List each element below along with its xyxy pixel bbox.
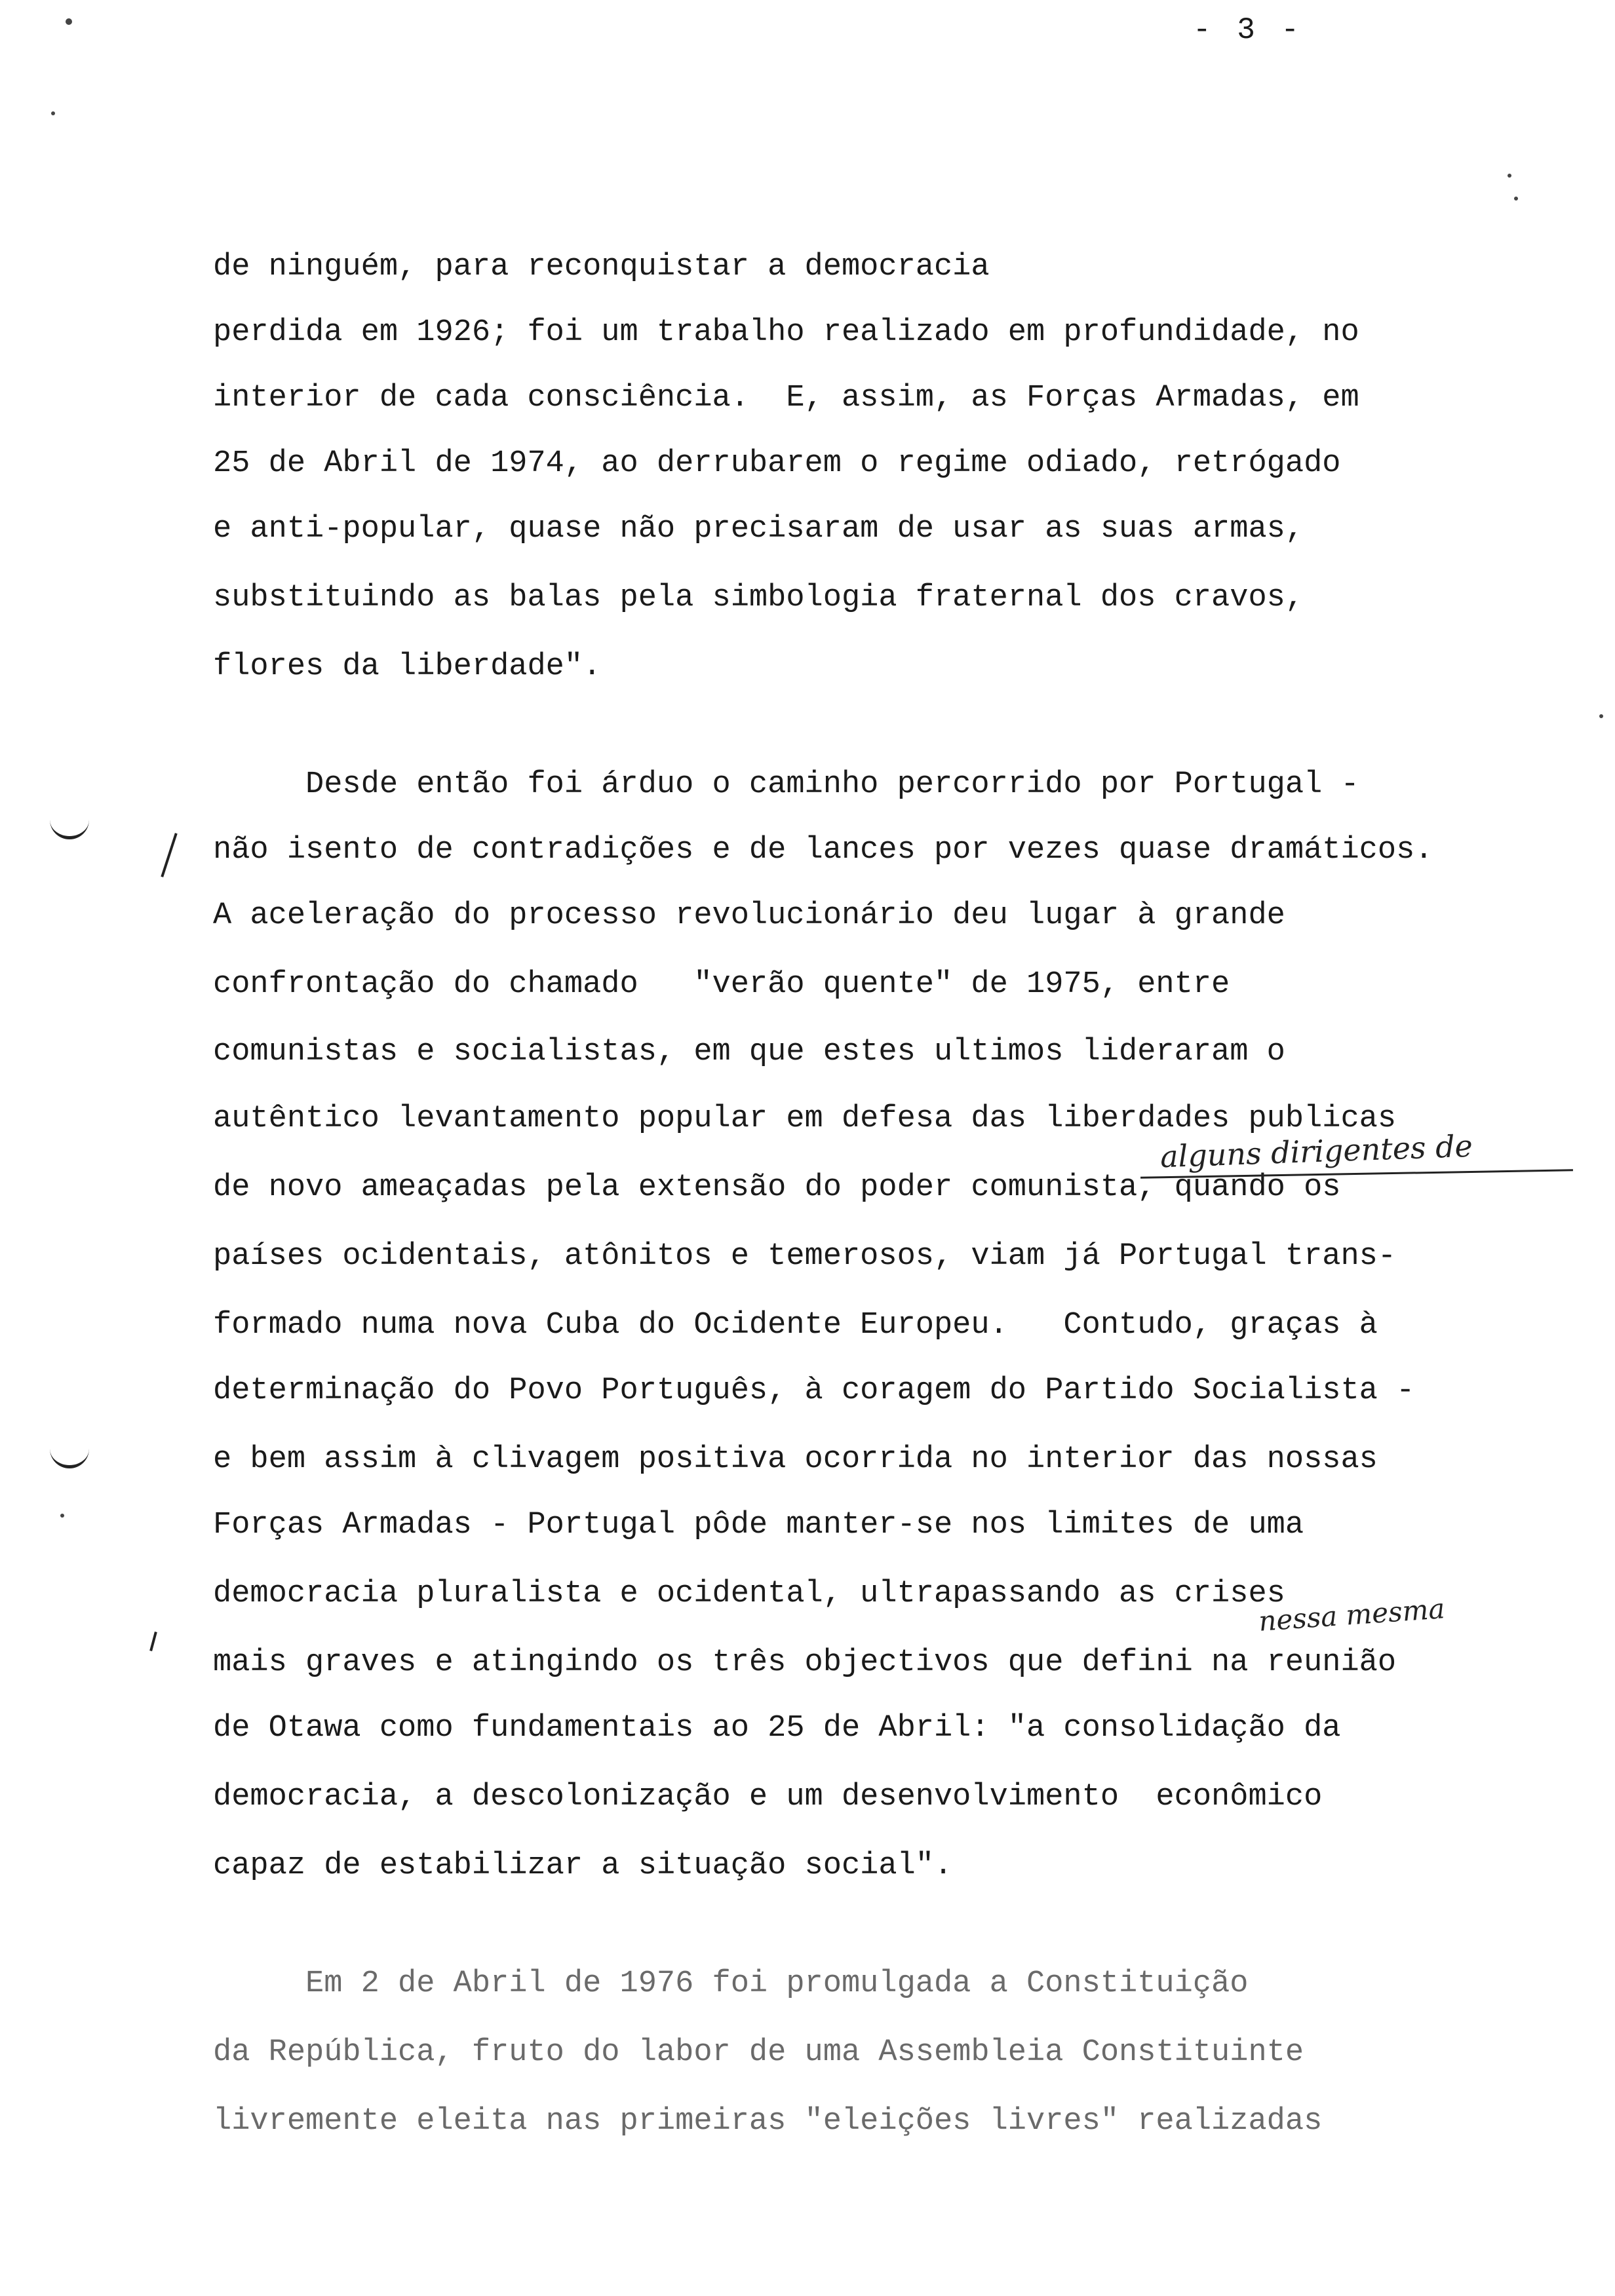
margin-slash — [161, 833, 177, 877]
text-line: e bem assim à clivagem positiva ocorrida no interior das nossas — [213, 1442, 1378, 1477]
handwritten-insertion: nessa mesma — [1257, 1592, 1446, 1637]
text-line: interior de cada consciência. E, assim, as Forças Armadas, em — [213, 381, 1359, 415]
text-line: substituindo as balas pela simbologia fraternal dos cravos, — [213, 581, 1304, 615]
text-line: não isento de contradições e de lances por vezes quase dramáticos. — [213, 833, 1433, 868]
scan-speck — [51, 111, 55, 115]
text-line: democracia, a descolonização e um desenvolvimento econômico — [213, 1780, 1323, 1814]
text-line: de Otawa como fundamentais ao 25 de Abril: "a consolidação da — [213, 1711, 1341, 1746]
text-line: Desde então foi árduo o caminho percorrido por Portugal - — [213, 767, 1359, 802]
text-line: 25 de Abril de 1974, ao derrubarem o regime odiado, retrógado — [213, 446, 1341, 481]
text-line: de novo ameaçadas pela extensão do poder comunista, quando os — [213, 1170, 1341, 1205]
text-line: formado numa nova Cuba do Ocidente Europeu. Contudo, graças à — [213, 1308, 1378, 1343]
text-line: perdida em 1926; foi um trabalho realizado em profundidade, no — [213, 315, 1359, 350]
handwritten-insertion: alguns dirigentes de — [1159, 1128, 1473, 1175]
text-line: e anti-popular, quase não precisaram de usar as suas armas, — [213, 512, 1304, 546]
text-line: países ocidentais, atônitos e temerosos, viam já Portugal trans- — [213, 1239, 1397, 1274]
text-line: confrontação do chamado "verão quente" de 1975, entre — [213, 967, 1230, 1002]
text-line: capaz de estabilizar a situação social". — [213, 1848, 953, 1883]
text-line: Forças Armadas - Portugal pôde manter-se nos limites de uma — [213, 1508, 1304, 1542]
scan-speck — [1514, 197, 1518, 201]
text-line: Em 2 de Abril de 1976 foi promulgada a Constituição — [213, 1966, 1249, 2001]
text-line: mais graves e atingindo os três objectivos que defini na reunião — [213, 1645, 1397, 1680]
text-line: democracia pluralista e ocidental, ultrapassando as crises — [213, 1577, 1285, 1611]
text-line: flores da liberdade". — [213, 649, 602, 684]
page-number: - 3 - — [1193, 13, 1304, 47]
scan-speck — [66, 18, 72, 25]
text-line: comunistas e socialistas, em que estes ultimos lideraram o — [213, 1035, 1285, 1069]
text-line: determinação do Povo Português, à coragem do Partido Socialista - — [213, 1373, 1415, 1408]
text-line: autêntico levantamento popular em defesa das liberdades publicas — [213, 1101, 1397, 1136]
margin-mark — [50, 1448, 89, 1468]
text-line: de ninguém, para reconquistar a democracia — [213, 250, 990, 284]
scan-speck — [1508, 174, 1511, 178]
margin-mark — [50, 819, 89, 839]
text-line: A aceleração do processo revolucionário deu lugar à grande — [213, 898, 1285, 933]
text-line: livremente eleita nas primeiras "eleições livres" realizadas — [213, 2104, 1323, 2139]
margin-slash — [149, 1632, 157, 1651]
text-line: da República, fruto do labor de uma Assembleia Constituinte — [213, 2035, 1304, 2070]
scan-speck — [1599, 714, 1603, 718]
scan-speck — [60, 1514, 64, 1518]
